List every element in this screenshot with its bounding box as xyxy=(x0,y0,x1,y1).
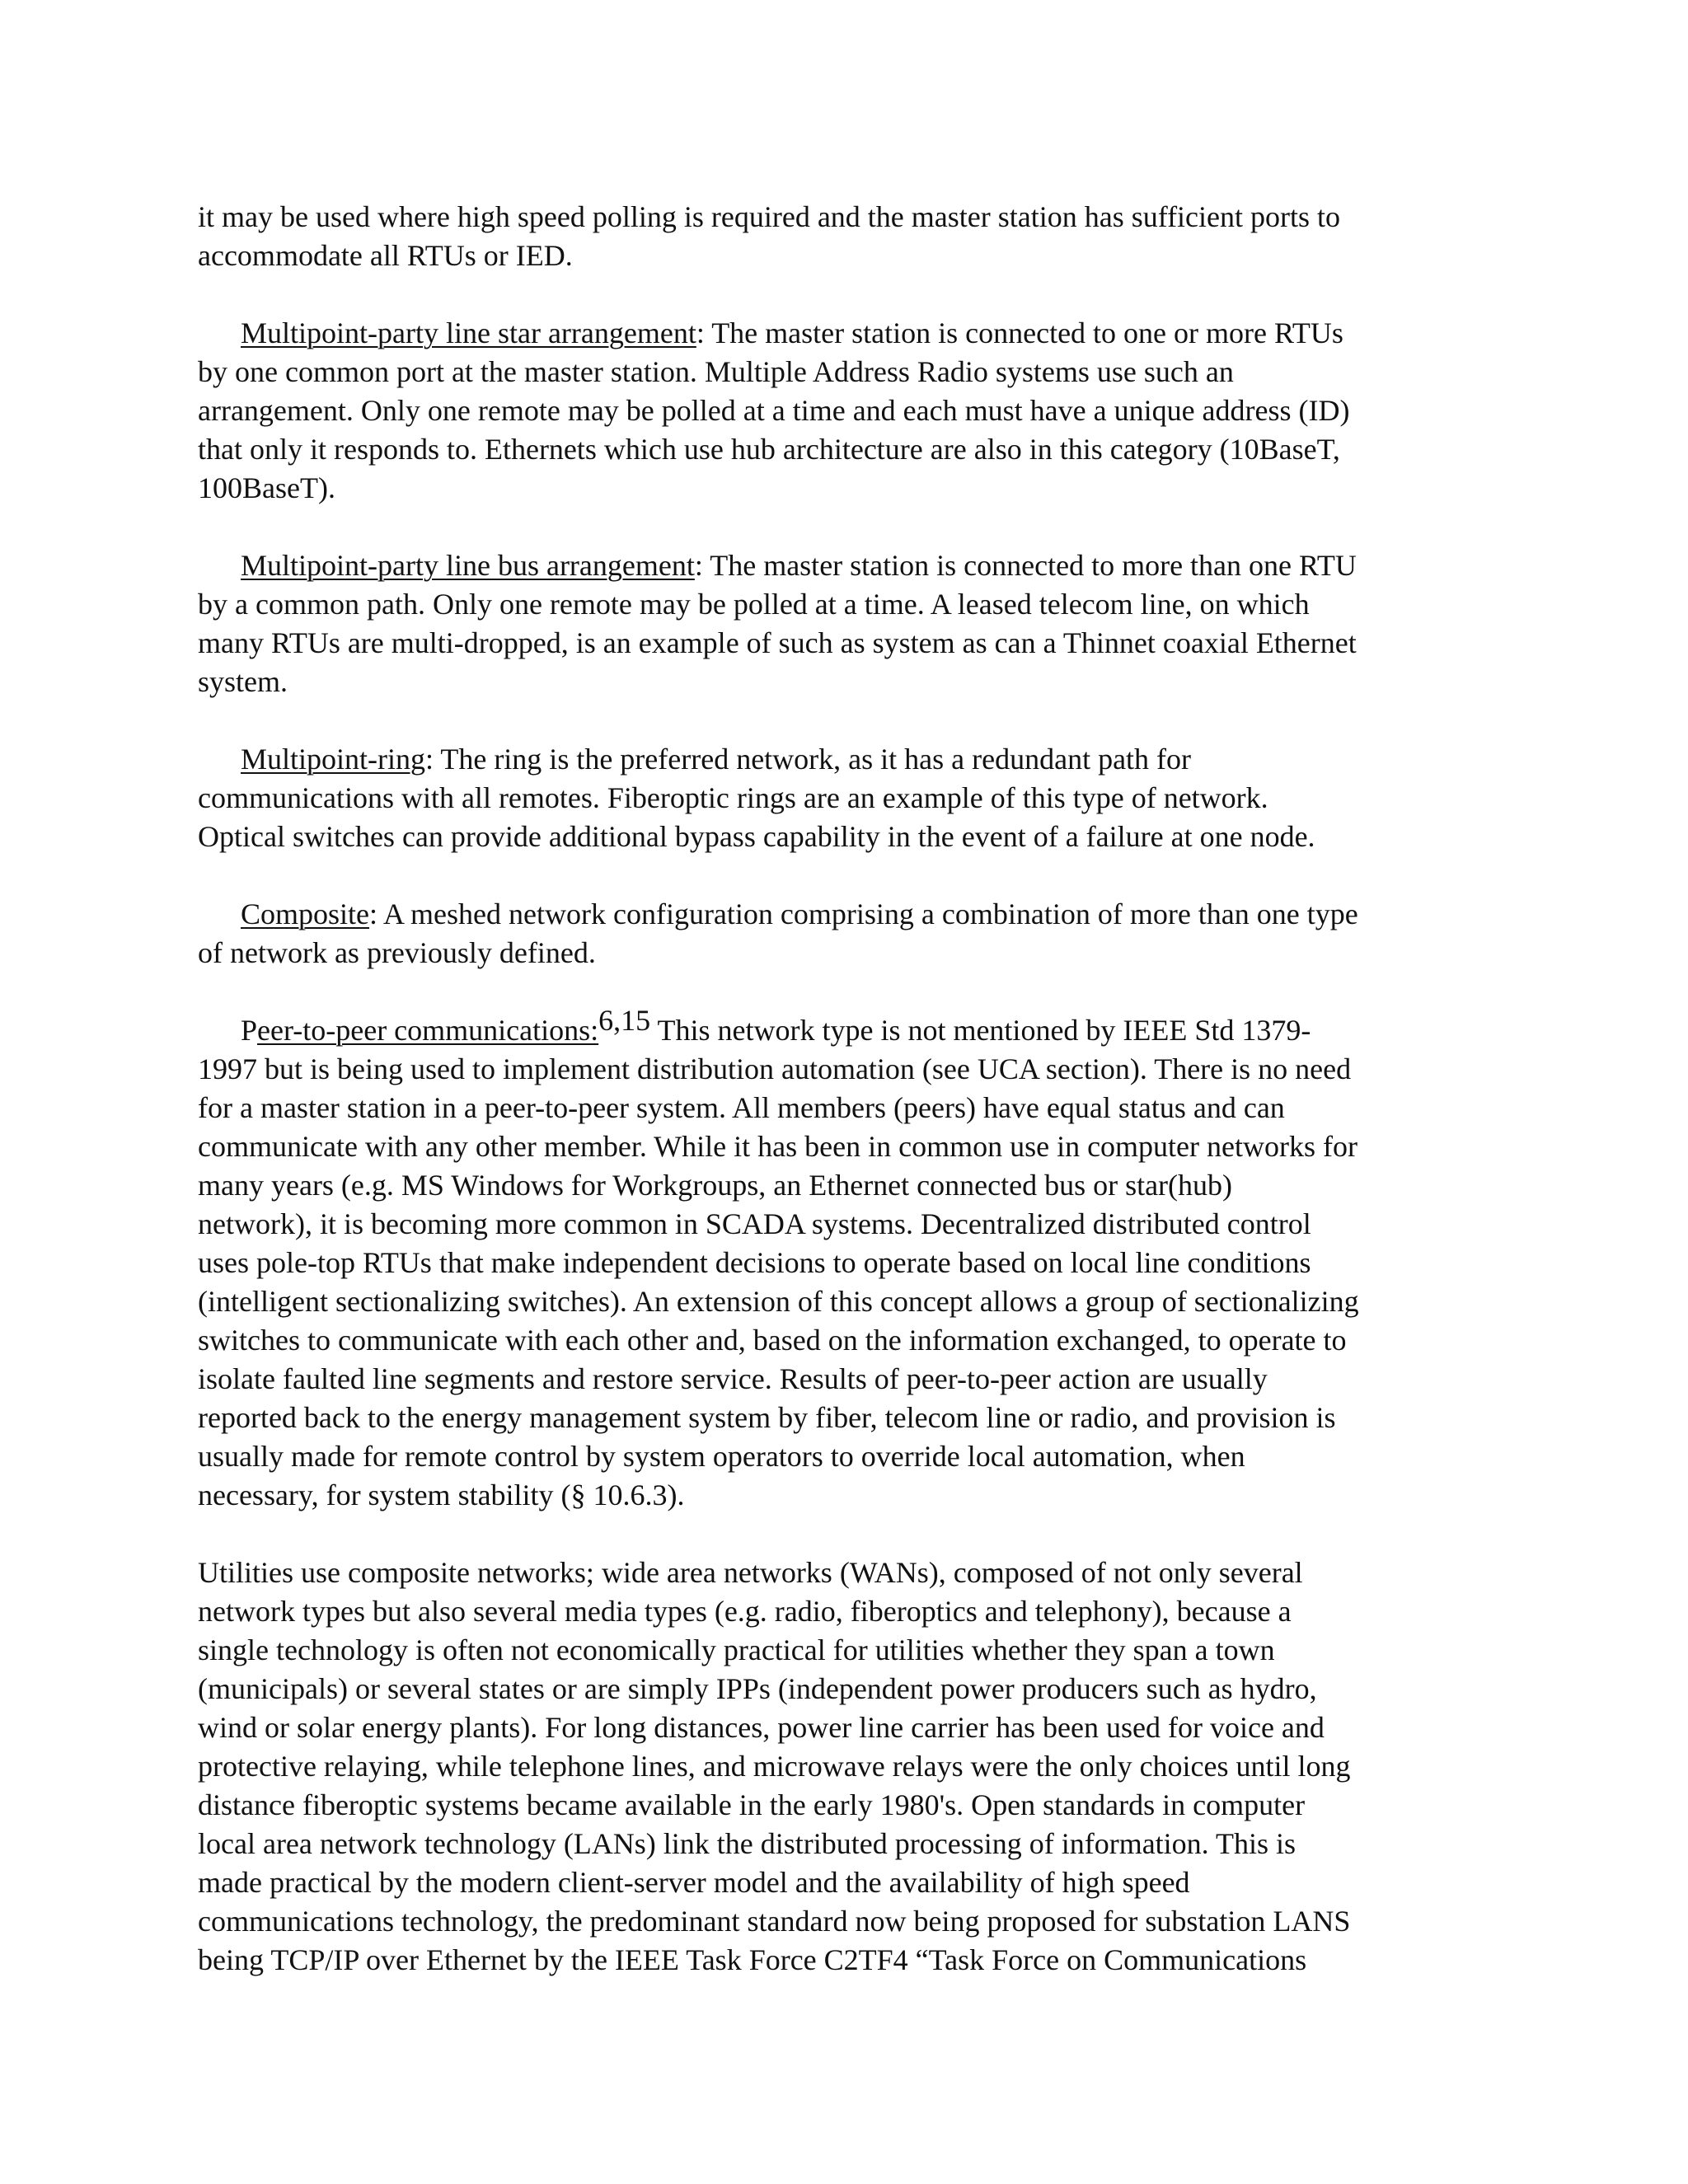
bus-paragraph xyxy=(198,546,1500,701)
document-page xyxy=(198,198,1500,1980)
bus-term: Multipoint-party line bus arrangement xyxy=(241,549,695,582)
ring-paragraph xyxy=(198,740,1500,856)
text-line: single technology is often not economically practical for utilities whether they span a town xyxy=(198,1633,1275,1666)
text-line: Utilities use composite networks; wide area networks (WANs), composed of not only several xyxy=(198,1556,1303,1589)
text-line: switches to communicate with each other and, based on the information exchanged, to operate to xyxy=(198,1324,1347,1357)
text-line: that only it responds to. Ethernets which use hub architecture are also in this category (10BaseT, xyxy=(198,433,1340,466)
text-run: : The master station is connected to one or more RTUs xyxy=(696,316,1343,349)
intro-paragraph xyxy=(198,198,1500,275)
text-line: by one common port at the master station. Multiple Address Radio systems use such an xyxy=(198,355,1234,388)
text-line: it may be used where high speed polling is required and the master station has sufficient ports to xyxy=(198,200,1341,233)
text-line: accommodate all RTUs or IED. xyxy=(198,239,573,272)
text-run: : The ring is the preferred network, as it has a redundant path for xyxy=(425,743,1192,776)
text-run: : A meshed network configuration comprising a combination of more than one type xyxy=(369,898,1358,930)
text-line: system. xyxy=(198,665,288,698)
text-line: local area network technology (LANs) link the distributed processing of information. This is xyxy=(198,1827,1296,1860)
text-line: 1997 but is being used to implement distribution automation (see UCA section). There is no need xyxy=(198,1052,1352,1085)
text-line: wind or solar energy plants). For long distances, power line carrier has been used for voice and xyxy=(198,1711,1325,1744)
text-line: necessary, for system stability (§ 10.6.3). xyxy=(198,1479,685,1511)
utilities-paragraph xyxy=(198,1554,1500,1980)
star-term: Multipoint-party line star arrangement xyxy=(241,316,696,349)
text-run: This network type is not mentioned by IEEE Std 1379- xyxy=(650,1014,1311,1047)
text-line: isolate faulted line segments and restore service. Results of peer-to-peer action are usually xyxy=(198,1362,1268,1395)
peer-paragraph xyxy=(198,1004,1500,1515)
text-line: for a master station in a peer-to-peer system. All members (peers) have equal status and can xyxy=(198,1091,1285,1124)
text-line: (municipals) or several states or are simply IPPs (independent power producers such as hydro, xyxy=(198,1672,1317,1705)
text-line: uses pole-top RTUs that make independent decisions to operate based on local line conditions xyxy=(198,1246,1311,1279)
peer-term-lead: P xyxy=(241,1014,258,1047)
ring-term: Multipoint-ring xyxy=(241,743,425,776)
text-line: distance fiberoptic systems became available in the early 1980's. Open standards in computer xyxy=(198,1788,1306,1821)
text-line: made practical by the modern client-server model and the availability of high speed xyxy=(198,1866,1190,1899)
text-run: : The master station is connected to more than one RTU xyxy=(694,549,1357,582)
text-line: many RTUs are multi-dropped, is an example of such as system as can a Thinnet coaxial Ethernet xyxy=(198,626,1357,659)
text-line: arrangement. Only one remote may be polled at a time and each must have a unique address (ID) xyxy=(198,394,1350,427)
text-line: many years (e.g. MS Windows for Workgroups, an Ethernet connected bus or star(hub) xyxy=(198,1169,1233,1202)
text-line: protective relaying, while telephone lines, and microwave relays were the only choices until long xyxy=(198,1750,1351,1783)
text-line: (intelligent sectionalizing switches). An extension of this concept allows a group of sectionalizing xyxy=(198,1285,1359,1318)
text-line: Optical switches can provide additional bypass capability in the event of a failure at one node. xyxy=(198,820,1315,853)
text-line: communicate with any other member. While it has been in common use in computer networks for xyxy=(198,1130,1357,1163)
reference-superscript: 6,15 xyxy=(598,1004,651,1037)
peer-term: eer-to-peer communications: xyxy=(257,1014,599,1047)
text-line: of network as previously defined. xyxy=(198,936,596,969)
text-line: communications with all remotes. Fiberoptic rings are an example of this type of network. xyxy=(198,781,1268,814)
text-line: usually made for remote control by system operators to override local automation, when xyxy=(198,1440,1245,1473)
text-line: 100BaseT). xyxy=(198,471,335,504)
text-line: reported back to the energy management system by fiber, telecom line or radio, and provision is xyxy=(198,1401,1336,1434)
composite-paragraph xyxy=(198,895,1500,972)
star-paragraph xyxy=(198,314,1500,508)
composite-term: Composite xyxy=(241,898,370,930)
text-line: communications technology, the predominant standard now being proposed for substation LANS xyxy=(198,1905,1351,1938)
text-line: being TCP/IP over Ethernet by the IEEE Task Force C2TF4 “Task Force on Communications xyxy=(198,1943,1307,1976)
text-line: network types but also several media types (e.g. radio, fiberoptics and telephony), because a xyxy=(198,1595,1292,1628)
text-line: network), it is becoming more common in SCADA systems. Decentralized distributed control xyxy=(198,1207,1311,1240)
text-line: by a common path. Only one remote may be polled at a time. A leased telecom line, on which xyxy=(198,588,1310,621)
